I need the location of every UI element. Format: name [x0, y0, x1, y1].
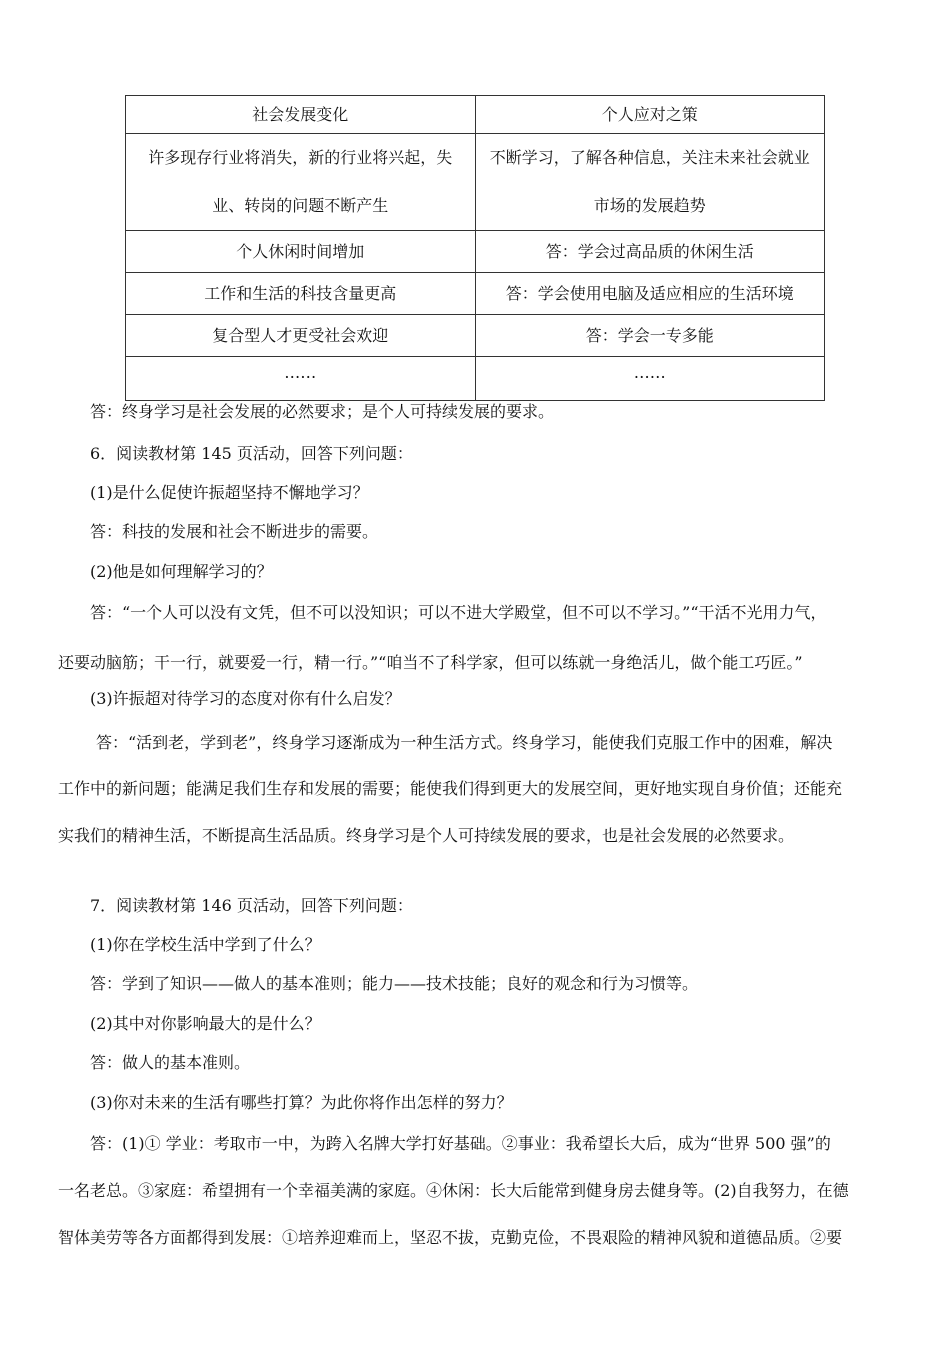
answer-text: 答：做人的基本准则。: [90, 1053, 251, 1072]
question-text: (2)其中对你影响最大的是什么？: [90, 1014, 321, 1033]
cell-line: 不断学习，了解各种信息，关注未来社会就业: [489, 148, 810, 167]
table-row: [126, 231, 825, 273]
table-row: [126, 315, 825, 357]
question-text: (3)你对未来的生活有哪些打算？为此你将作出怎样的努力？: [90, 1093, 513, 1112]
answer-text: 答：“活到老，学到老”，终身学习逐渐成为一种生活方式。终身学习，能使我们克服工作中的困难，解决: [96, 733, 833, 752]
answer-text: 答：科技的发展和社会不断进步的需要。: [90, 522, 379, 541]
question-heading: 6．阅读教材第 145 页活动，回答下列问题：: [90, 444, 413, 463]
answer-text: 答：“一个人可以没有文凭，但不可以没知识；可以不进大学殿堂，但不可以不学习。”“干活不光用力气，: [90, 603, 827, 622]
question-text: (3)许振超对待学习的态度对你有什么启发？: [90, 689, 401, 708]
table-cell: 个人休闲时间增加: [126, 231, 476, 273]
table-header-row: [126, 96, 825, 134]
answer-text: 实我们的精神生活，不断提高生活品质。终身学习是个人可持续发展的要求，也是社会发展的必然要求。: [58, 826, 795, 845]
cell-line: 许多现存行业将消失，新的行业将兴起，失: [148, 148, 453, 167]
answer-text: 还要动脑筋；干一行，就要爱一行，精一行。”“咱当不了科学家，但可以练就一身绝活儿，做个能工巧匠。”: [58, 653, 803, 672]
table-cell: 工作和生活的科技含量更高: [126, 273, 476, 315]
table-header-cell: 社会发展变化: [126, 96, 476, 134]
table-cell: ……: [126, 357, 476, 401]
table-cell: ……: [475, 357, 825, 401]
table-row: [126, 134, 825, 231]
cell-line: 市场的发展趋势: [593, 196, 706, 215]
table-row: [126, 273, 825, 315]
table-cell: 答：学会过高品质的休闲生活: [475, 231, 825, 273]
answer-text: 工作中的新问题；能满足我们生存和发展的需要；能使我们得到更大的发展空间，更好地实现自身价值；还能充: [58, 779, 843, 798]
question-heading: 7．阅读教材第 146 页活动，回答下列问题：: [90, 896, 413, 915]
table-cell: 复合型人才更受社会欢迎: [126, 315, 476, 357]
comparison-table: [125, 95, 825, 401]
table-cell: [126, 134, 476, 231]
cell-line: 业、转岗的问题不断产生: [212, 196, 389, 215]
table-row: [126, 357, 825, 401]
answer-text: 一名老总。③家庭：希望拥有一个幸福美满的家庭。④休闲：长大后能常到健身房去健身等。(2)自我努力，在德: [58, 1181, 849, 1200]
answer-text: 智体美劳等各方面都得到发展：①培养迎难而上，坚忍不拔，克勤克俭，不畏艰险的精神风貌和道德品质。②要: [58, 1228, 843, 1247]
answer-text: 答：学到了知识——做人的基本准则；能力——技术技能；良好的观念和行为习惯等。: [90, 974, 699, 993]
question-text: (1)你在学校生活中学到了什么？: [90, 935, 321, 954]
question-text: (2)他是如何理解学习的？: [90, 562, 273, 581]
question-text: (1)是什么促使许振超坚持不懈地学习？: [90, 483, 369, 502]
table-cell: 答：学会使用电脑及适应相应的生活环境: [475, 273, 825, 315]
answer-text: 答：终身学习是社会发展的必然要求；是个人可持续发展的要求。: [90, 402, 555, 421]
answer-text: 答：(1)① 学业：考取市一中，为跨入名牌大学打好基础。②事业：我希望长大后，成为“世界 500 强”的: [90, 1134, 831, 1153]
table-cell: 答：学会一专多能: [475, 315, 825, 357]
table-cell: [475, 134, 825, 231]
table-header-cell: 个人应对之策: [475, 96, 825, 134]
